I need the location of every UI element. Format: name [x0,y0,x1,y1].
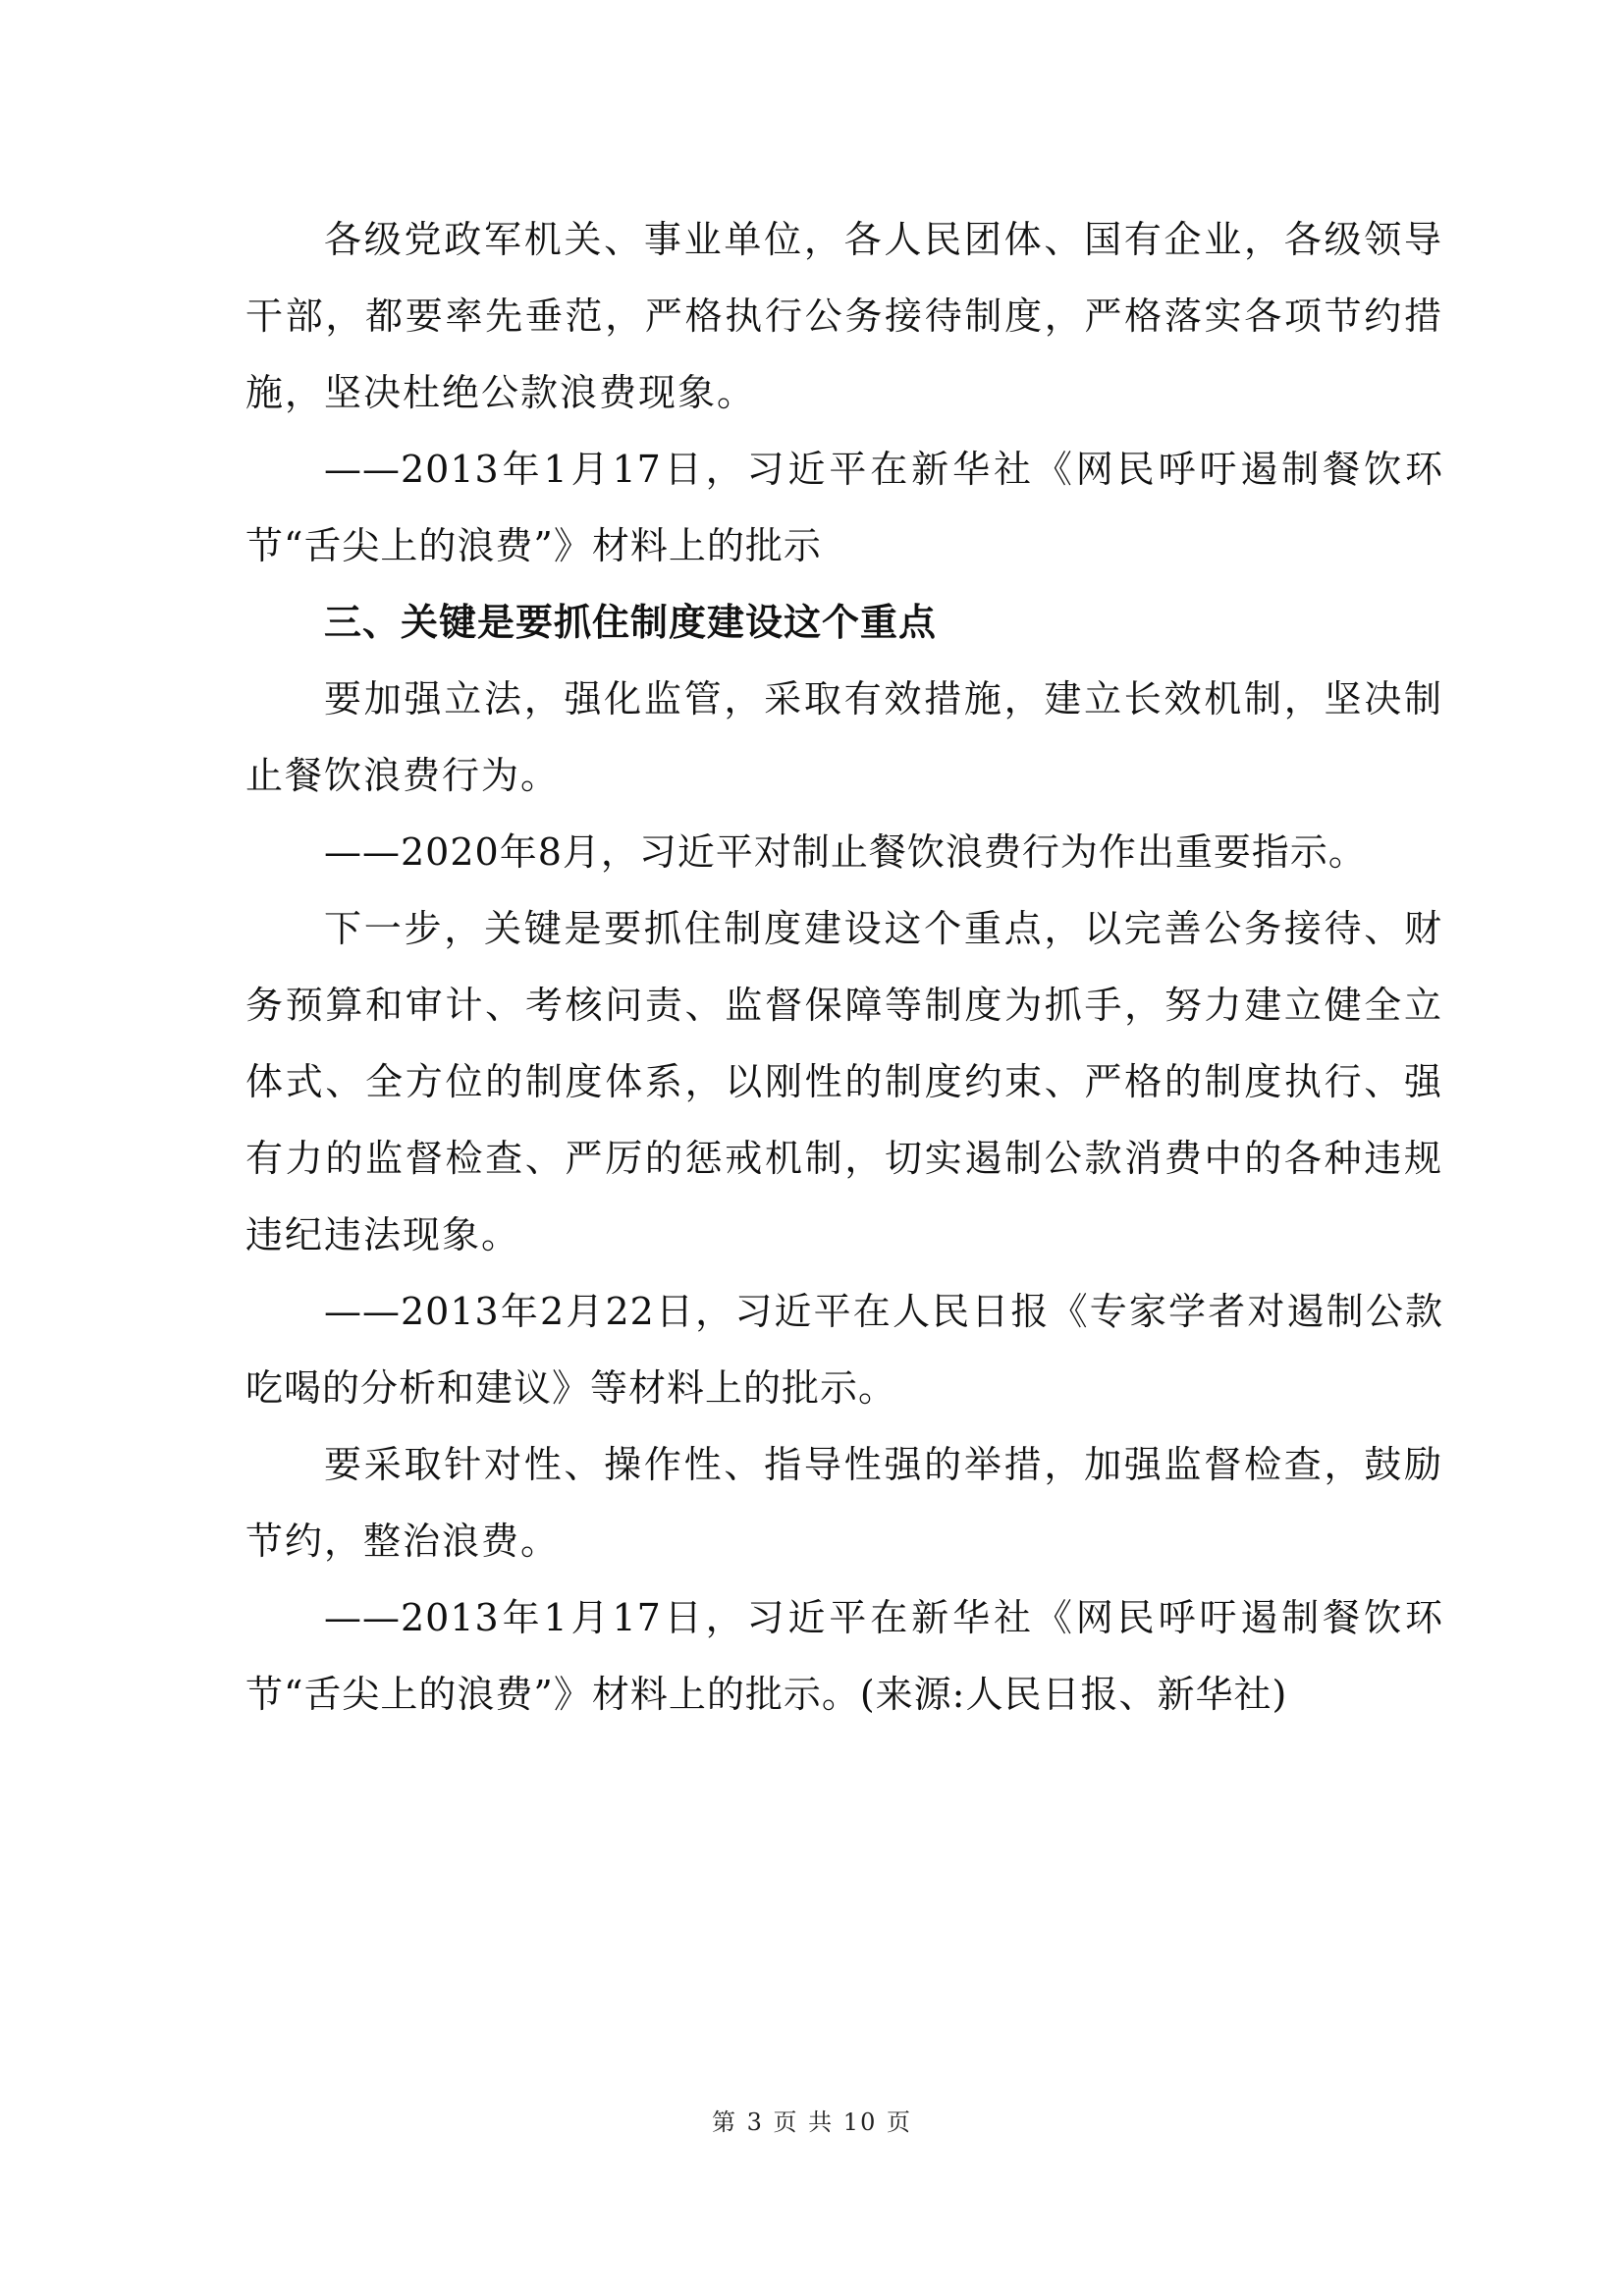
source-quote-2013-feb-22: ——2013年2月22日，习近平在人民日报《专家学者对遏制公款吃喝的分析和建议》等材料上的批示。 [245,1290,1443,1410]
paragraph-next-step-system: 下一步，关键是要抓住制度建设这个重点，以完善公务接待、财务预算和审计、考核问责、监督保障等制度为抓手，努力建立健全立体式、全方位的制度体系，以刚性的制度约束、严格的制度执行、强有力的监督检查、严厉的惩戒机制，切实遏制公款消费中的各种违规违纪违法现象。 [245,907,1443,1256]
document-body [245,201,1443,1733]
source-quote-2020-aug: ——2020年8月，习近平对制止餐饮浪费行为作出重要指示。 [324,830,1367,874]
paragraph-targeted-measures: 要采取针对性、操作性、指导性强的举措，加强监督检查，鼓励节约，整治浪费。 [245,1443,1443,1563]
section-heading-institution-building: 三、关键是要抓住制度建设这个重点 [324,601,938,644]
paragraph-leaders-exemplary: 各级党政军机关、事业单位，各人民团体、国有企业，各级领导干部，都要率先垂范，严格执行公务接待制度，严格落实各项节约措施，坚决杜绝公款浪费现象。 [245,218,1443,414]
source-quote-2013-jan-17: ——2013年1月17日，习近平在新华社《网民呼吁遏制餐饮环节“舌尖上的浪费”》材料上的批示 [245,448,1443,567]
source-quote-2013-jan-17-with-source: ——2013年1月17日，习近平在新华社《网民呼吁遏制餐饮环节“舌尖上的浪费”》材料上的批示。(来源:人民日报、新华社) [245,1596,1443,1716]
page-number-footer: 第 3 页 共 10 页 [712,2109,912,2136]
paragraph-legislation-supervision: 要加强立法，强化监管，采取有效措施，建立长效机制，坚决制止餐饮浪费行为。 [245,677,1443,797]
